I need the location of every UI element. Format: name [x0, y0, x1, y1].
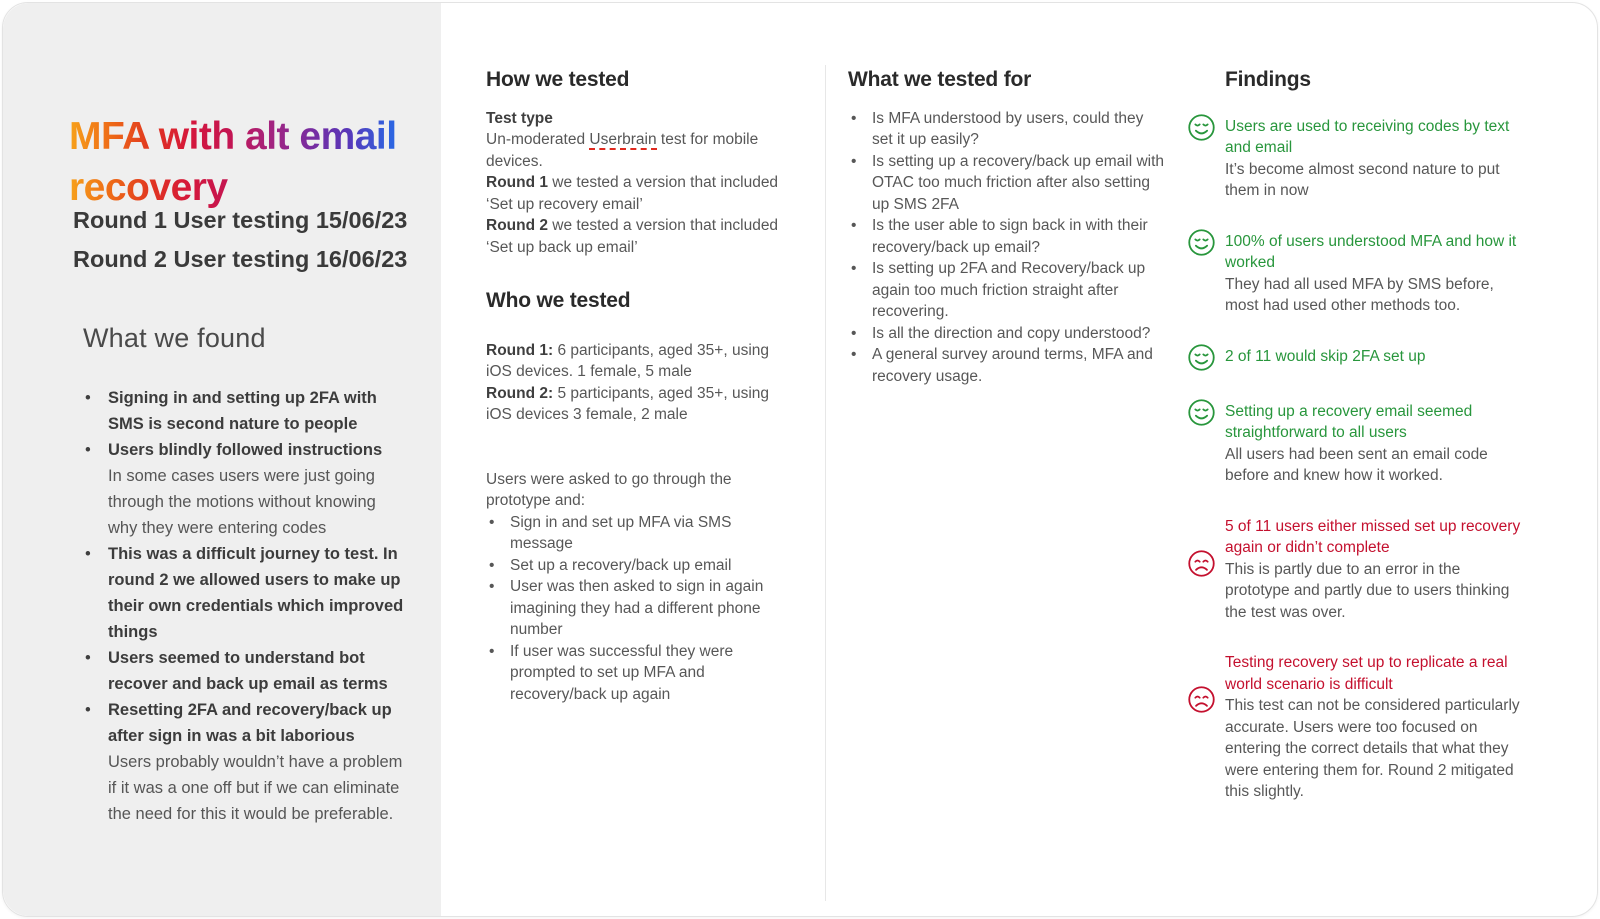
- finding-title: Users are used to receiving codes by text and email: [1225, 117, 1510, 156]
- test-type-pre: Un-moderated: [486, 131, 590, 148]
- round-1-label: Round 1:: [486, 341, 554, 359]
- round-2-label: Round 2: [486, 217, 548, 234]
- finding-body: This test can not be considered particularly accurate. Users were too focused on entering the correct details that what they were entering them for. Round 2 mitigated this slightly.: [1225, 697, 1520, 800]
- task-list: [486, 512, 794, 706]
- slide-card: [2, 2, 1598, 917]
- list-item: • Set up a recovery/back up email: [486, 555, 794, 577]
- what-we-found-heading: What we found: [83, 323, 266, 353]
- what-we-tested-for-heading: What we tested for: [848, 68, 1032, 91]
- page-title: MFA with alt email recovery: [69, 111, 421, 213]
- list-item: • Is MFA understood by users, could they set it up easily?: [848, 108, 1166, 151]
- finding-body: They had all used MFA by SMS before, most had used other methods too.: [1225, 275, 1494, 314]
- bullet-bold-text: • This was a difficult journey to test. In round 2 we allowed users to make up their own credentials which improved things: [108, 545, 404, 641]
- what-we-tested-for-column: [848, 69, 1166, 387]
- happy-face-icon: [1187, 343, 1216, 372]
- list-item: • Is all the direction and copy understood?: [848, 323, 1166, 345]
- findings-column: [1187, 69, 1535, 832]
- happy-face-icon: [1187, 113, 1216, 142]
- how-we-tested-column: [486, 69, 794, 705]
- round-2-method: [486, 215, 794, 258]
- sad-face-icon: [1187, 685, 1216, 714]
- finding-title: 2 of 11 would skip 2FA set up: [1225, 347, 1426, 365]
- happy-face-icon: [1187, 398, 1216, 427]
- bullet-bold-text: • Users blindly followed instructions: [108, 441, 383, 459]
- round-1-date: Round 1 User testing 15/06/23: [73, 207, 408, 233]
- finding-title: 100% of users understood MFA and how it worked: [1225, 232, 1517, 271]
- list-item: [83, 385, 405, 437]
- finding-body: This is partly due to an error in the prototype and partly due to users thinking the test was over.: [1225, 560, 1510, 621]
- round-1-quote: ‘Set up recovery email’: [486, 195, 643, 213]
- round-2-participants: [486, 383, 794, 426]
- finding-item: [1187, 516, 1535, 624]
- happy-face-icon: [1187, 228, 1216, 257]
- finding-title: Setting up a recovery email seemed straightforward to all users: [1225, 402, 1473, 441]
- list-item: • Is the user able to sign back in with their recovery/back up email?: [848, 215, 1166, 258]
- how-we-tested-heading: How we tested: [486, 68, 630, 91]
- finding-item: [1187, 401, 1535, 487]
- list-item: • Is setting up a recovery/back up email with OTAC too much friction after also setting up SMS 2FA: [848, 151, 1166, 216]
- who-we-tested-heading: Who we tested: [486, 289, 631, 312]
- round-2-date: Round 2 User testing 16/06/23: [73, 246, 408, 272]
- finding-item: [1187, 231, 1535, 317]
- list-item: • A general survey around terms, MFA and recovery usage.: [848, 344, 1166, 387]
- left-panel: [3, 3, 441, 916]
- finding-item: [1187, 116, 1535, 202]
- tested-for-list: [848, 108, 1166, 388]
- list-item: [83, 437, 405, 541]
- list-item: [83, 541, 405, 645]
- list-item: • If user was successful they were prompted to set up MFA and recovery/back up again: [486, 641, 794, 706]
- round-1-method: [486, 172, 794, 215]
- list-item: [83, 697, 405, 827]
- finding-body: It’s become almost second nature to put them in now: [1225, 160, 1500, 199]
- round-1-label: Round 1: [486, 174, 548, 191]
- what-we-found-list: [83, 385, 405, 827]
- bullet-regular-text: Users probably wouldn’t have a problem if it was a one off but if we can eliminate the need for this it would be preferable.: [108, 753, 403, 823]
- finding-item: [1187, 346, 1535, 372]
- bullet-bold-text: • Resetting 2FA and recovery/back up after sign in was a bit laborious: [108, 701, 392, 745]
- sad-face-icon: [1187, 549, 1216, 578]
- round-2-text: we tested a version that included: [548, 217, 779, 234]
- test-type-text: [486, 129, 794, 172]
- test-type-label: Test type: [486, 109, 553, 127]
- findings-heading: Findings: [1225, 68, 1311, 91]
- list-item: • Is setting up 2FA and Recovery/back up again too much friction straight after recovering.: [848, 258, 1166, 323]
- finding-item: [1187, 652, 1535, 803]
- list-item: • Sign in and set up MFA via SMS message: [486, 512, 794, 555]
- round-1-text: we tested a version that included: [548, 174, 779, 191]
- finding-title: Testing recovery set up to replicate a real world scenario is difficult: [1225, 654, 1508, 693]
- bullet-bold-text: • Users seemed to understand bot recover and back up email as terms: [108, 649, 388, 693]
- round-1-participants-text: 6 participants, aged 35+, using iOS devices. 1 female, 5 male: [486, 341, 770, 380]
- list-item: [83, 645, 405, 697]
- round-2-label: Round 2:: [486, 384, 554, 402]
- finding-body: All users had been sent an email code before and knew how it worked.: [1225, 445, 1488, 484]
- list-item: • User was then asked to sign in again imagining they had a different phone number: [486, 576, 794, 641]
- round-2-quote: ‘Set up back up email’: [486, 238, 638, 256]
- finding-title: 5 of 11 users either missed set up recovery again or didn’t complete: [1225, 517, 1521, 556]
- bullet-regular-text: In some cases users were just going through the motions without knowing why they were entering codes: [108, 467, 376, 537]
- column-divider: [825, 65, 826, 901]
- round-dates: [73, 201, 407, 279]
- userbrain-misspelling: Userbrain: [589, 131, 657, 148]
- findings-list: [1187, 116, 1535, 803]
- bullet-bold-text: • Signing in and setting up 2FA with SMS is second nature to people: [108, 389, 377, 433]
- round-2-participants-text: 5 participants, aged 35+, using iOS devices 3 female, 2 male: [486, 384, 770, 423]
- round-1-participants: [486, 340, 794, 383]
- test-type-post: test for mobile devices.: [486, 131, 759, 170]
- task-intro: Users were asked to go through the prototype and:: [486, 470, 732, 509]
